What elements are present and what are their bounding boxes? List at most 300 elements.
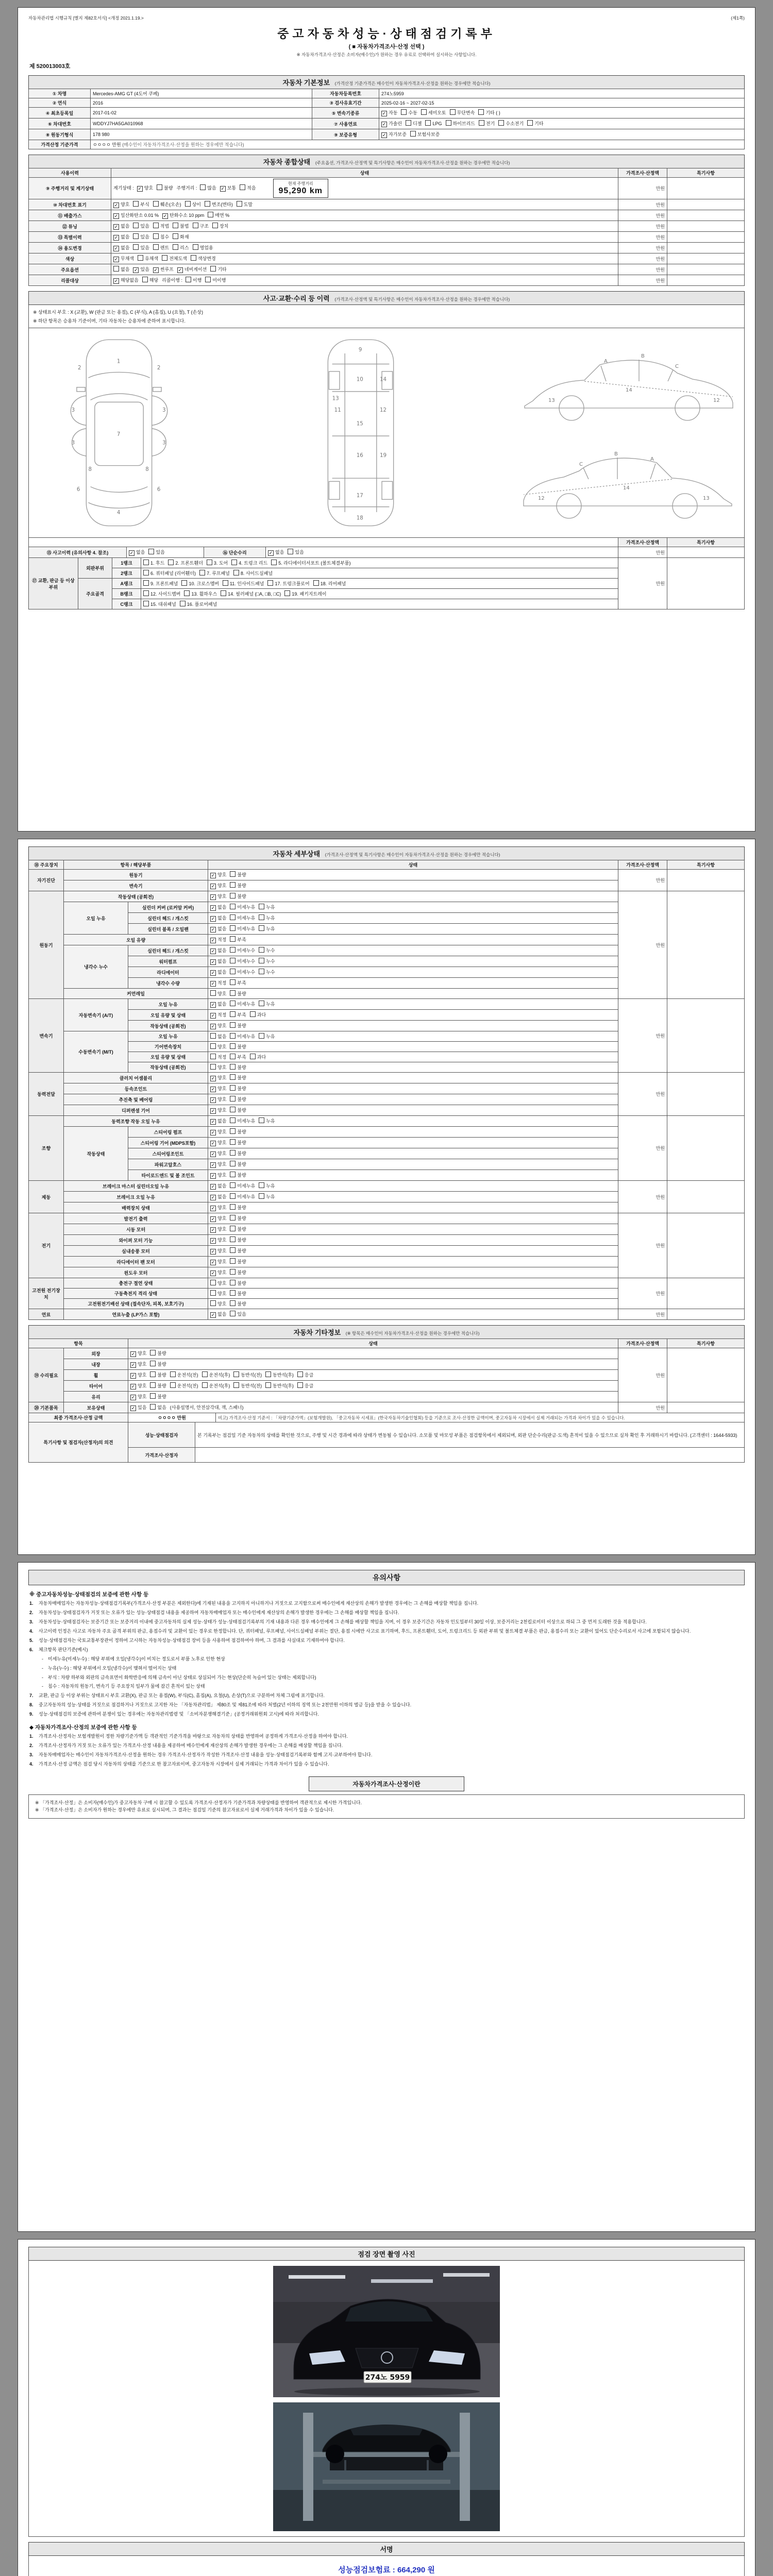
- checkbox-unchecked[interactable]: [237, 201, 253, 208]
- checkbox-label: 미세누유: [237, 1034, 256, 1039]
- checkbox-unchecked[interactable]: [210, 1043, 226, 1050]
- table-row: [29, 1213, 745, 1224]
- odometer-callout: [273, 179, 329, 198]
- checkbox-checked[interactable]: [210, 1204, 226, 1211]
- status-cell: [208, 880, 618, 891]
- checkbox-unchecked[interactable]: [421, 109, 446, 116]
- checkbox-unchecked[interactable]: [230, 1139, 246, 1146]
- note-cell: [667, 1348, 745, 1402]
- checkbox-unchecked[interactable]: [265, 1382, 294, 1389]
- checkbox-checked[interactable]: [210, 882, 226, 889]
- checkbox-label: 미세누유: [237, 1183, 256, 1189]
- svg-text:19: 19: [379, 452, 386, 459]
- checkbox-label: 동반석(전): [241, 1383, 262, 1388]
- checkbox-unchecked[interactable]: [230, 1033, 255, 1040]
- checkbox-unchecked[interactable]: [230, 958, 255, 964]
- status-cell: [208, 1031, 618, 1042]
- price-cell: 만원: [618, 199, 667, 210]
- checkbox-unchecked[interactable]: [250, 1054, 266, 1060]
- checkbox-checked[interactable]: [210, 1139, 226, 1146]
- checkbox-unchecked[interactable]: [207, 560, 228, 566]
- checkbox-box-icon: ✓: [211, 884, 215, 889]
- checkbox-box-icon: ✓: [131, 1395, 136, 1400]
- checkbox-unchecked[interactable]: [230, 1280, 246, 1286]
- checkbox-unchecked[interactable]: [231, 560, 267, 566]
- checkbox-unchecked[interactable]: [186, 277, 201, 283]
- checkbox-checked[interactable]: [210, 1128, 226, 1136]
- item-label: 2랭크: [112, 568, 141, 579]
- status-cell: [208, 1116, 618, 1127]
- checkbox-label: 16. 플로어패널: [187, 602, 217, 607]
- checkbox-label: 양호: [138, 1372, 147, 1378]
- checkbox-unchecked[interactable]: [133, 223, 149, 229]
- checkbox-unchecked[interactable]: [297, 1371, 313, 1378]
- checkbox-box-icon: ✓: [211, 1002, 215, 1007]
- checkbox-checked[interactable]: [133, 266, 149, 273]
- checkbox-box-icon: [237, 201, 242, 207]
- checkbox-checked[interactable]: [220, 184, 236, 192]
- checkbox-unchecked[interactable]: [210, 1280, 226, 1286]
- subitem-label: 오일 누유: [128, 999, 208, 1010]
- checkbox-unchecked[interactable]: [230, 904, 255, 910]
- item-label: C랭크: [112, 599, 141, 609]
- checkbox-unchecked[interactable]: [210, 266, 226, 273]
- checkbox-unchecked[interactable]: [143, 560, 164, 566]
- checkbox-label: 양호: [217, 1065, 227, 1070]
- checkbox-unchecked[interactable]: [153, 233, 169, 240]
- item-label: 브레이크 마스터 실린더오일 누유: [64, 1181, 208, 1192]
- checkbox-box-icon: [250, 1011, 256, 1017]
- item-label: ⑭ 용도변경: [29, 243, 111, 253]
- checkbox-unchecked[interactable]: [153, 201, 181, 208]
- checkbox-unchecked[interactable]: [133, 201, 149, 208]
- checkbox-box-icon: [185, 201, 191, 207]
- checkbox-box-icon: ✓: [382, 122, 386, 127]
- checkbox-unchecked[interactable]: [230, 1161, 246, 1167]
- checkbox-unchecked[interactable]: [150, 1361, 166, 1367]
- checkbox-unchecked[interactable]: [180, 601, 217, 607]
- checkbox-box-icon: [231, 560, 237, 565]
- checkbox-checked[interactable]: [130, 1393, 146, 1400]
- checkbox-box-icon: [210, 1064, 216, 1070]
- checkbox-box-icon: [259, 1001, 264, 1006]
- checkbox-unchecked[interactable]: [202, 1382, 230, 1389]
- checkbox-checked[interactable]: [113, 212, 159, 219]
- checkbox-unchecked[interactable]: [210, 1064, 226, 1071]
- checkbox-label: 18. 리어패널: [320, 581, 346, 586]
- checkbox-unchecked[interactable]: [230, 1247, 246, 1254]
- checkbox-checked[interactable]: [130, 1404, 146, 1411]
- checkbox-unchecked[interactable]: [150, 1382, 166, 1389]
- checkbox-checked[interactable]: [210, 925, 226, 933]
- checkbox-box-icon: [210, 1043, 216, 1049]
- checkbox-unchecked[interactable]: [230, 1172, 246, 1178]
- checkbox-unchecked[interactable]: [142, 277, 158, 283]
- checkbox-label: 없음: [157, 1405, 166, 1410]
- checkbox-checked[interactable]: [137, 184, 153, 192]
- checkbox-checked[interactable]: [210, 1172, 226, 1179]
- checkbox-unchecked[interactable]: [250, 1011, 266, 1018]
- item-label: 타이어: [64, 1381, 128, 1392]
- checkbox-unchecked[interactable]: [205, 201, 233, 208]
- svg-text:13: 13: [548, 398, 555, 403]
- summary-table: [28, 168, 745, 286]
- checkbox-unchecked[interactable]: [230, 1107, 246, 1113]
- status-cell: [208, 891, 618, 902]
- price-cell: 만원: [618, 891, 667, 999]
- detail-status-table: [28, 860, 745, 1320]
- checkbox-checked[interactable]: [210, 871, 226, 878]
- checkbox-unchecked[interactable]: [230, 1182, 255, 1189]
- checkbox-unchecked[interactable]: [133, 233, 149, 240]
- checkbox-unchecked[interactable]: [479, 120, 495, 127]
- status-cell: [111, 253, 618, 264]
- checkbox-unchecked[interactable]: [478, 109, 500, 116]
- checkbox-label: 없음: [217, 959, 227, 964]
- checkbox-unchecked[interactable]: [202, 1371, 230, 1378]
- checkbox-unchecked[interactable]: [223, 580, 264, 587]
- checkbox-checked[interactable]: [210, 969, 226, 976]
- checkbox-unchecked[interactable]: [173, 223, 189, 229]
- checkbox-checked[interactable]: [210, 893, 226, 900]
- checkbox-checked[interactable]: [210, 947, 226, 954]
- checkbox-label: 응급: [304, 1372, 314, 1378]
- checkbox-unchecked[interactable]: [230, 882, 246, 889]
- checkbox-unchecked[interactable]: [210, 1054, 226, 1060]
- status-cell: [128, 1348, 618, 1359]
- checkbox-checked[interactable]: [210, 1074, 226, 1081]
- checkbox-unchecked[interactable]: [148, 549, 164, 555]
- table-row: [29, 232, 745, 243]
- checkbox-unchecked[interactable]: [143, 590, 180, 597]
- checkbox-unchecked[interactable]: [230, 947, 255, 954]
- checkbox-box-icon: [207, 560, 212, 565]
- checkbox-unchecked[interactable]: [113, 266, 129, 273]
- checkbox-unchecked[interactable]: [230, 925, 255, 932]
- checkbox-unchecked[interactable]: [259, 1033, 275, 1040]
- checkbox-label: 19. 패키지트레이: [292, 591, 327, 597]
- notice-section-b-title: ◆ 자동차가격조사·산정의 보증에 관한 사항 등: [29, 1724, 137, 1731]
- checkbox-unchecked[interactable]: [288, 549, 304, 555]
- checkbox-unchecked[interactable]: [199, 570, 230, 577]
- checkbox-checked[interactable]: [153, 266, 174, 273]
- checkbox-label: 수동: [408, 110, 417, 115]
- checkbox-unchecked[interactable]: [259, 969, 275, 975]
- checkbox-unchecked[interactable]: [210, 990, 226, 997]
- inspector-opinion-text: 본 기록부는 점검일 기준 자동차의 상태를 확인한 것으로, 주행 및 시간 경과에 따라 상태가 변동될 수 있습니다. 소모품 및 마모성 부품은 점검항목에서 제외되며, 외판 단순수리(판금·도색) 흔적이 있을 수 있으므로 실차 확인 후 거래하시기 바랍니다. (고객센터 : 1644-5933): [195, 1422, 745, 1448]
- checkbox-unchecked[interactable]: [150, 1404, 166, 1411]
- checkbox-box-icon: [200, 184, 206, 190]
- checkbox-unchecked[interactable]: [210, 1290, 226, 1297]
- checkbox-unchecked[interactable]: [284, 590, 326, 597]
- checkbox-checked[interactable]: [210, 914, 226, 922]
- checkbox-unchecked[interactable]: [143, 580, 178, 587]
- checkbox-label: 양호: [217, 1270, 227, 1275]
- checkbox-checked[interactable]: [129, 549, 145, 556]
- checkbox-unchecked[interactable]: [401, 109, 417, 116]
- checkbox-unchecked[interactable]: [230, 1043, 246, 1050]
- checkbox-unchecked[interactable]: [200, 184, 216, 191]
- checkbox-unchecked[interactable]: [230, 969, 255, 975]
- checkbox-checked[interactable]: [113, 244, 129, 251]
- checkbox-checked[interactable]: [210, 1193, 226, 1200]
- group-label: 변속기: [29, 999, 64, 1073]
- checkbox-checked[interactable]: [210, 958, 226, 965]
- checkbox-checked[interactable]: [130, 1371, 146, 1379]
- checkbox-checked[interactable]: [210, 979, 226, 987]
- checkbox-unchecked[interactable]: [230, 1269, 246, 1276]
- checkbox-box-icon: ✓: [178, 267, 182, 273]
- checkbox-unchecked[interactable]: [233, 570, 273, 577]
- item-label: 보유상태: [64, 1402, 128, 1413]
- checkbox-checked[interactable]: [113, 255, 134, 262]
- checkbox-checked[interactable]: [381, 131, 407, 138]
- checkbox-unchecked[interactable]: [230, 1226, 246, 1232]
- notice-item: [29, 1702, 744, 1709]
- checkbox-checked[interactable]: [210, 1247, 226, 1255]
- checkbox-box-icon: [498, 120, 504, 126]
- checkbox-unchecked[interactable]: [205, 277, 226, 283]
- accident-history-table: [28, 537, 745, 558]
- checkbox-label: 양호: [217, 1248, 227, 1253]
- checkbox-unchecked[interactable]: [185, 201, 201, 208]
- checkbox-unchecked[interactable]: [157, 184, 173, 191]
- checkbox-unchecked[interactable]: [230, 1258, 246, 1265]
- checkbox-unchecked[interactable]: [170, 1382, 198, 1389]
- checkbox-unchecked[interactable]: [212, 223, 228, 229]
- checkbox-checked[interactable]: [210, 1226, 226, 1233]
- checkbox-unchecked[interactable]: [259, 958, 275, 964]
- checkbox-unchecked[interactable]: [184, 590, 217, 597]
- checkbox-unchecked[interactable]: [406, 120, 422, 127]
- checkbox-unchecked[interactable]: [425, 120, 442, 126]
- checkbox-unchecked[interactable]: [265, 1371, 294, 1378]
- price-appraisal-option: ( ■ 자동차가격조사·산정 선택 ): [348, 44, 425, 50]
- checkbox-unchecked[interactable]: [221, 590, 281, 597]
- checkbox-unchecked[interactable]: [210, 1033, 226, 1040]
- checkbox-unchecked[interactable]: [313, 580, 346, 587]
- checkbox-label: 있음: [138, 1405, 147, 1410]
- checkbox-unchecked[interactable]: [230, 1150, 246, 1157]
- checkbox-checked[interactable]: [130, 1350, 146, 1357]
- checkbox-unchecked[interactable]: [498, 120, 524, 127]
- checkbox-checked[interactable]: [210, 1311, 226, 1318]
- checkbox-checked[interactable]: [113, 277, 139, 284]
- checkbox-box-icon: [230, 1150, 236, 1156]
- checkbox-checked[interactable]: [210, 1161, 226, 1168]
- checkbox-box-icon: ✓: [268, 550, 273, 555]
- checkbox-checked[interactable]: [268, 549, 284, 556]
- checkbox-checked[interactable]: [210, 1096, 226, 1103]
- checkbox-label: 과다: [257, 1012, 266, 1018]
- checkbox-checked[interactable]: [210, 904, 226, 911]
- checkbox-unchecked[interactable]: [240, 184, 256, 191]
- checkbox-unchecked[interactable]: [233, 1371, 262, 1378]
- checkbox-label: 양호: [217, 1259, 227, 1264]
- checkbox-unchecked[interactable]: [271, 560, 350, 566]
- checkbox-unchecked[interactable]: [191, 255, 216, 262]
- checkbox-box-icon: [181, 580, 187, 586]
- checkbox-unchecked[interactable]: [259, 947, 275, 954]
- form-reference: 자동차관리법 시행규칙 [별지 제82호서식] <개정 2021.1.19.>: [28, 15, 144, 21]
- checkbox-unchecked[interactable]: [446, 120, 475, 127]
- checkbox-unchecked[interactable]: [230, 893, 246, 900]
- checkbox-unchecked[interactable]: [133, 244, 149, 251]
- checkbox-unchecked[interactable]: [410, 131, 440, 138]
- checkbox-unchecked[interactable]: [150, 1393, 166, 1400]
- checkbox-label: 불량: [237, 1291, 246, 1296]
- checkbox-unchecked[interactable]: [173, 244, 189, 251]
- checkbox-unchecked[interactable]: [230, 1204, 246, 1211]
- checkbox-label: 미세누수: [237, 959, 256, 964]
- checkbox-unchecked[interactable]: [230, 871, 246, 878]
- checkbox-box-icon: [288, 549, 293, 554]
- checkbox-checked[interactable]: [177, 266, 207, 273]
- checkbox-unchecked[interactable]: [181, 580, 219, 587]
- checkbox-unchecked[interactable]: [230, 990, 246, 997]
- checkbox-box-icon: [450, 109, 456, 115]
- checkbox-checked[interactable]: [210, 1236, 226, 1244]
- checkbox-unchecked[interactable]: [230, 1215, 246, 1222]
- checkbox-checked[interactable]: [210, 1258, 226, 1265]
- checkbox-label: 누유: [266, 1002, 275, 1007]
- checkbox-unchecked[interactable]: [230, 1054, 246, 1060]
- notice-item-number: 2.: [29, 1743, 33, 1749]
- checkbox-unchecked[interactable]: [259, 914, 275, 921]
- checkbox-unchecked[interactable]: [230, 1001, 255, 1007]
- checkbox-unchecked[interactable]: [230, 1011, 246, 1018]
- table-row: [29, 1309, 745, 1320]
- checkbox-unchecked[interactable]: [230, 1300, 246, 1307]
- checkbox-unchecked[interactable]: [153, 223, 169, 229]
- checkbox-checked[interactable]: [210, 1085, 226, 1092]
- checkbox-checked[interactable]: [381, 120, 402, 127]
- checkbox-label: 있음: [140, 234, 149, 240]
- final-price-label: 최종 가격조사·산정 금액: [29, 1413, 128, 1422]
- checkbox-checked[interactable]: [113, 201, 129, 208]
- checkbox-unchecked[interactable]: [230, 1311, 246, 1317]
- checkbox-box-icon: [230, 1236, 236, 1242]
- svg-text:6: 6: [76, 486, 80, 493]
- section-detail-note: (가격조사·산정액 및 특기사항은 매수인이 자동차가격조사·산정을 원하는 경우에만 적습니다): [325, 852, 500, 857]
- checkbox-unchecked[interactable]: [450, 109, 475, 116]
- checkbox-checked[interactable]: [210, 1150, 226, 1157]
- checkbox-unchecked[interactable]: [153, 244, 169, 251]
- checkbox-label: 불량: [164, 185, 173, 191]
- checkbox-unchecked[interactable]: [230, 1096, 246, 1103]
- checkbox-unchecked[interactable]: [193, 244, 213, 251]
- item-label: 냉각수 누수: [64, 945, 128, 989]
- checkbox-unchecked[interactable]: [259, 1182, 275, 1189]
- checkbox-unchecked[interactable]: [143, 570, 196, 577]
- item-label: B랭크: [112, 589, 141, 599]
- svg-text:13: 13: [332, 395, 339, 402]
- checkbox-checked[interactable]: [210, 1117, 226, 1125]
- checkbox-checked[interactable]: [130, 1382, 146, 1389]
- checkbox-unchecked[interactable]: [259, 1193, 275, 1200]
- checkbox-unchecked[interactable]: [297, 1382, 313, 1389]
- checkbox-checked[interactable]: [162, 212, 204, 219]
- checkbox-checked[interactable]: [210, 1269, 226, 1276]
- checkbox-checked[interactable]: [113, 233, 129, 241]
- checkbox-checked[interactable]: [210, 1107, 226, 1114]
- checkbox-label: 없음: [136, 550, 145, 555]
- item-label: ⑩ 차대번호 표기: [29, 199, 111, 210]
- checkbox-box-icon: [230, 958, 236, 963]
- checkbox-unchecked[interactable]: [143, 601, 176, 607]
- checkbox-box-icon: [230, 1204, 236, 1210]
- checkbox-unchecked[interactable]: [230, 1085, 246, 1092]
- checkbox-unchecked[interactable]: [170, 1371, 198, 1378]
- checkbox-checked[interactable]: [113, 223, 129, 230]
- checkbox-checked[interactable]: [381, 109, 397, 116]
- checkbox-checked[interactable]: [210, 1001, 226, 1008]
- checkbox-box-icon: [153, 233, 159, 239]
- checkbox-unchecked[interactable]: [230, 1128, 246, 1135]
- checkbox-unchecked[interactable]: [230, 979, 246, 986]
- checkbox-checked[interactable]: [210, 1182, 226, 1190]
- item-label: ⑫ 튜닝: [29, 221, 111, 232]
- checkbox-unchecked[interactable]: [230, 1236, 246, 1243]
- checkbox-unchecked[interactable]: [162, 255, 187, 262]
- checkbox-checked[interactable]: [210, 1022, 226, 1029]
- checkbox-unchecked[interactable]: [259, 925, 275, 932]
- group-label: 연료: [29, 1309, 64, 1320]
- checkbox-checked[interactable]: [130, 1361, 146, 1368]
- checkbox-unchecked[interactable]: [230, 1022, 246, 1029]
- checkbox-label: 불량: [237, 1238, 246, 1243]
- checkbox-unchecked[interactable]: [150, 1350, 166, 1357]
- checkbox-label: 있음: [237, 1312, 246, 1317]
- checkbox-unchecked[interactable]: [230, 1117, 255, 1124]
- checkbox-unchecked[interactable]: [230, 914, 255, 921]
- checkbox-box-icon: ✓: [211, 1119, 215, 1124]
- checkbox-unchecked[interactable]: [527, 120, 543, 127]
- checkbox-unchecked[interactable]: [230, 936, 246, 943]
- checkbox-label: 수소전기: [506, 121, 524, 126]
- checkbox-unchecked[interactable]: [138, 255, 158, 262]
- checkbox-unchecked[interactable]: [267, 580, 309, 587]
- checkbox-box-icon: [162, 255, 167, 261]
- checkbox-unchecked[interactable]: [230, 1193, 255, 1200]
- checkbox-unchecked[interactable]: [259, 904, 275, 910]
- checkbox-unchecked[interactable]: [233, 1382, 262, 1389]
- checkbox-checked[interactable]: [210, 936, 226, 943]
- checkbox-box-icon: [265, 1382, 271, 1388]
- table-row: [29, 891, 745, 902]
- checkbox-unchecked[interactable]: [230, 1064, 246, 1071]
- checkbox-unchecked[interactable]: [210, 1300, 226, 1307]
- checkbox-unchecked[interactable]: [193, 223, 209, 229]
- checkbox-unchecked[interactable]: [150, 1371, 166, 1378]
- checkbox-unchecked[interactable]: [230, 1290, 246, 1297]
- checkbox-unchecked[interactable]: [168, 560, 203, 566]
- history-price-cell: 만원: [618, 547, 667, 558]
- checkbox-unchecked[interactable]: [173, 233, 189, 240]
- subitem-label: 실린더 커버 (로커암 커버): [128, 902, 208, 913]
- subitem-label: 스티어링조인트: [128, 1148, 208, 1159]
- checkbox-checked[interactable]: [210, 1011, 226, 1019]
- checkbox-label: 7. 루프패널: [207, 571, 230, 576]
- checkbox-checked[interactable]: [210, 1215, 226, 1222]
- checkbox-unchecked[interactable]: [230, 1074, 246, 1081]
- checkbox-unchecked[interactable]: [259, 1117, 275, 1124]
- checkbox-unchecked[interactable]: [208, 212, 229, 218]
- checkbox-unchecked[interactable]: [259, 1001, 275, 1007]
- group-label: 전기: [29, 1213, 64, 1278]
- subitem-label: 실린더 헤드 / 개스킷: [128, 913, 208, 924]
- checkbox-label: 운전석(전): [177, 1383, 198, 1388]
